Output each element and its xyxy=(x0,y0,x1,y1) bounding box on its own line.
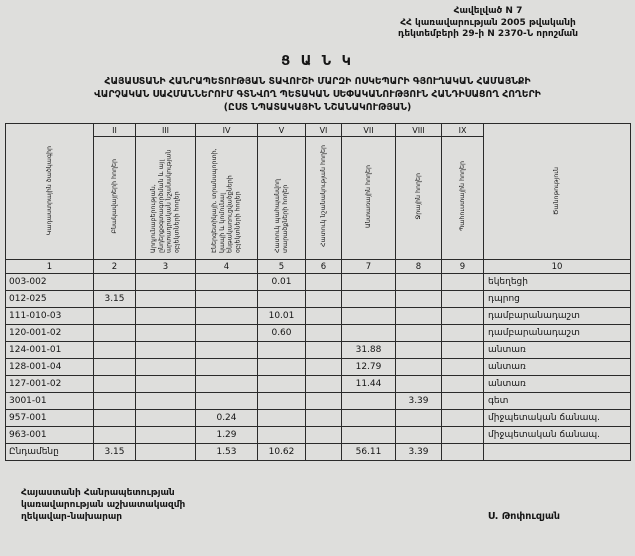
area-cell xyxy=(342,427,396,444)
roman-numeral-row xyxy=(6,124,631,137)
area-cell xyxy=(136,393,196,410)
area-cell: 11.44 xyxy=(342,376,396,393)
note-cell: անտառ xyxy=(484,359,631,376)
appendix-line-1: Հավելված N 7 xyxy=(453,6,523,16)
area-cell xyxy=(442,359,484,376)
area-cell xyxy=(258,291,306,308)
area-cell xyxy=(442,410,484,427)
area-cell: 0.24 xyxy=(196,410,258,427)
area-cell xyxy=(94,342,136,359)
area-cell xyxy=(306,393,342,410)
area-cell xyxy=(196,308,258,325)
col-num-7: 7 xyxy=(342,260,396,274)
area-cell xyxy=(396,427,442,444)
roman-IX: IX xyxy=(442,124,484,137)
area-cell xyxy=(196,393,258,410)
area-cell xyxy=(342,393,396,410)
cadastral-code-cell: 957-001 xyxy=(6,410,94,427)
cadastral-code-cell: 963-001 xyxy=(6,427,94,444)
area-cell xyxy=(396,325,442,342)
area-cell xyxy=(258,359,306,376)
col-num-8: 8 xyxy=(396,260,442,274)
area-cell xyxy=(258,393,306,410)
area-cell xyxy=(136,308,196,325)
area-cell xyxy=(94,393,136,410)
parcel-row xyxy=(6,410,631,427)
area-cell xyxy=(396,376,442,393)
cadastral-code-cell: 012-025 xyxy=(6,291,94,308)
cadastral-code-cell: 111-010-03 xyxy=(6,308,94,325)
area-cell xyxy=(306,325,342,342)
area-cell xyxy=(442,325,484,342)
area-cell xyxy=(342,291,396,308)
area-cell xyxy=(442,342,484,359)
area-cell xyxy=(136,291,196,308)
area-cell xyxy=(196,342,258,359)
parcel-row xyxy=(6,274,631,291)
area-cell xyxy=(258,410,306,427)
area-cell xyxy=(306,410,342,427)
appendix-line-2: ՀՀ կառավարության 2005 թվականի xyxy=(400,17,576,28)
area-cell xyxy=(196,359,258,376)
roman-VII: VII xyxy=(342,124,396,137)
area-cell xyxy=(196,291,258,308)
note-cell: գետ xyxy=(484,393,631,410)
area-cell xyxy=(136,410,196,427)
area-cell xyxy=(94,274,136,291)
area-cell xyxy=(196,376,258,393)
col-num-9: 9 xyxy=(442,260,484,274)
area-cell: 3.15 xyxy=(94,444,136,461)
note-cell: դպրոց xyxy=(484,291,631,308)
area-cell xyxy=(442,444,484,461)
area-cell xyxy=(342,410,396,427)
signatory-line-2: կառավարության աշխատակազմի xyxy=(21,500,186,511)
area-cell: 3.15 xyxy=(94,291,136,308)
area-cell xyxy=(94,325,136,342)
parcel-row xyxy=(6,376,631,393)
col-num-2: 2 xyxy=(94,260,136,274)
area-cell: 10.62 xyxy=(258,444,306,461)
parcel-row xyxy=(6,308,631,325)
parcel-row xyxy=(6,359,631,376)
area-cell xyxy=(342,308,396,325)
note-cell: անտառ xyxy=(484,342,631,359)
table-body xyxy=(6,274,631,461)
col-num-10: 10 xyxy=(484,260,631,274)
cadastral-code-cell: 3001-01 xyxy=(6,393,94,410)
note-cell: միջպետական ճանապ. xyxy=(484,427,631,444)
area-cell: 3.39 xyxy=(396,393,442,410)
signatory-title-block xyxy=(21,487,185,523)
parcel-row xyxy=(6,427,631,444)
area-cell xyxy=(306,427,342,444)
area-cell xyxy=(306,291,342,308)
total-row xyxy=(6,444,631,461)
signatory-line-3: ղեկավար-նախարար xyxy=(21,512,123,523)
area-cell xyxy=(306,359,342,376)
area-cell xyxy=(442,376,484,393)
parcel-row xyxy=(6,291,631,308)
col-num-6: 6 xyxy=(306,260,342,274)
area-cell xyxy=(136,325,196,342)
area-cell xyxy=(442,308,484,325)
area-cell: 0.01 xyxy=(258,274,306,291)
header-forest-lands: Անտառային հողեր xyxy=(342,137,396,260)
note-cell: դամբարանադաշտ xyxy=(484,308,631,325)
area-cell xyxy=(306,376,342,393)
area-cell: 3.39 xyxy=(396,444,442,461)
document-subtitle xyxy=(5,75,630,114)
area-cell xyxy=(94,427,136,444)
appendix-line-3: դեկտեմբերի 29-ի N 2370-Ն որոշման xyxy=(397,29,579,40)
cadastral-code-cell: 003-002 xyxy=(6,274,94,291)
header-cadastral-code: Կադաստրային ծածկագիր xyxy=(6,124,94,260)
area-cell xyxy=(442,427,484,444)
header-note: Ծանոթություն xyxy=(484,124,631,260)
header-industrial-lands: Արդյունաբերության, ընդերքօգտագործման և այլ արտադրական նշանակության օբյեկտների հողեր xyxy=(136,137,196,260)
cadastral-code-cell: Ընդամենը xyxy=(6,444,94,461)
roman-V: V xyxy=(258,124,306,137)
area-cell xyxy=(306,342,342,359)
area-cell: 1.53 xyxy=(196,444,258,461)
area-cell xyxy=(136,376,196,393)
area-cell xyxy=(306,274,342,291)
area-cell: 1.29 xyxy=(196,427,258,444)
header-reserve-lands: Պահուստային հողեր xyxy=(442,137,484,260)
area-cell xyxy=(396,291,442,308)
cadastral-code-cell: 128-001-04 xyxy=(6,359,94,376)
subtitle-line-1: ՀԱՅԱՍՏԱՆԻ ՀԱՆՐԱՊԵՏՈՒԹՅԱՆ ՏԱՎՈՒՇԻ ՄԱՐԶԻ ՈՍԿԵՊԱՐԻ ԳՅՈՒՂԱԿԱՆ ՀԱՄԱՅՆՔԻ xyxy=(104,76,531,88)
note-cell xyxy=(484,444,631,461)
signature-name: Ս. Թոփուզյան xyxy=(487,510,560,522)
area-cell xyxy=(442,393,484,410)
parcel-row xyxy=(6,325,631,342)
area-cell xyxy=(342,325,396,342)
area-cell xyxy=(396,274,442,291)
col-num-3: 3 xyxy=(136,260,196,274)
appendix-block xyxy=(358,6,618,41)
area-cell xyxy=(136,274,196,291)
area-cell xyxy=(136,359,196,376)
column-number-row xyxy=(6,260,631,274)
area-cell xyxy=(258,342,306,359)
area-cell xyxy=(442,291,484,308)
header-water-lands: Ջրային հողեր xyxy=(396,137,442,260)
area-cell xyxy=(196,325,258,342)
cadastral-code-cell: 124-001-01 xyxy=(6,342,94,359)
footer xyxy=(5,487,630,523)
area-cell: 0.60 xyxy=(258,325,306,342)
area-cell xyxy=(94,308,136,325)
col-num-4: 4 xyxy=(196,260,258,274)
header-infrastructure-lands: Էներգետիկայի, տրանսպորտի, կապի և կոմունալ ենթակառուցվածքների օբյեկտների հողեր xyxy=(196,137,258,260)
col-num-1: 1 xyxy=(6,260,94,274)
signatory-line-1: Հայաստանի Հանրապետության xyxy=(21,488,175,499)
roman-VIII: VIII xyxy=(396,124,442,137)
note-cell: անտառ xyxy=(484,376,631,393)
area-cell xyxy=(342,274,396,291)
area-cell xyxy=(396,410,442,427)
subtitle-line-2: ՎԱՐՉԱԿԱՆ ՍԱՀՄԱՆՆԵՐՈՒՄ ԳՏՆՎՈՂ ՊԵՏԱԿԱՆ ՍԵՓԱԿԱՆՈՒԹՅՈՒՆ ՀԱՆԴԻՍԱՑՈՂ ՀՈՂԵՐԻ xyxy=(94,89,541,101)
area-cell: 12.79 xyxy=(342,359,396,376)
subtitle-line-3: (ԸՍՏ ՆՊԱՏԱԿԱՅԻՆ ՆՇԱՆԱԿՈՒԹՅԱՆ) xyxy=(223,102,412,114)
area-cell xyxy=(196,274,258,291)
cadastral-code-cell: 127-001-02 xyxy=(6,376,94,393)
area-cell xyxy=(306,444,342,461)
area-cell xyxy=(94,359,136,376)
area-cell: 31.88 xyxy=(342,342,396,359)
area-cell xyxy=(396,308,442,325)
note-cell: դամբարանադաշտ xyxy=(484,325,631,342)
cadastral-code-cell: 120-001-02 xyxy=(6,325,94,342)
header-special-lands: Հատուկ նշանակության հողեր xyxy=(306,137,342,260)
document-title: Ց Ա Ն Կ xyxy=(281,54,354,70)
roman-IV: IV xyxy=(196,124,258,137)
roman-II: II xyxy=(94,124,136,137)
header-protected-lands: Հատուկ պահպանվող տարածքների հողեր xyxy=(258,137,306,260)
area-cell: 56.11 xyxy=(342,444,396,461)
land-parcels-table xyxy=(5,123,631,461)
area-cell xyxy=(94,410,136,427)
area-cell xyxy=(306,308,342,325)
area-cell xyxy=(396,342,442,359)
area-cell xyxy=(442,274,484,291)
area-cell: 10.01 xyxy=(258,308,306,325)
area-cell xyxy=(258,376,306,393)
parcel-row xyxy=(6,393,631,410)
area-cell xyxy=(94,376,136,393)
area-cell xyxy=(396,359,442,376)
area-cell xyxy=(136,342,196,359)
col-num-5: 5 xyxy=(258,260,306,274)
roman-III: III xyxy=(136,124,196,137)
note-cell: եկեղեցի xyxy=(484,274,631,291)
area-cell xyxy=(258,427,306,444)
area-cell xyxy=(136,444,196,461)
note-cell: միջպետական ճանապ. xyxy=(484,410,631,427)
parcel-row xyxy=(6,342,631,359)
area-cell xyxy=(136,427,196,444)
header-settlement-lands: Բնակավայրերի հողեր xyxy=(94,137,136,260)
roman-VI: VI xyxy=(306,124,342,137)
